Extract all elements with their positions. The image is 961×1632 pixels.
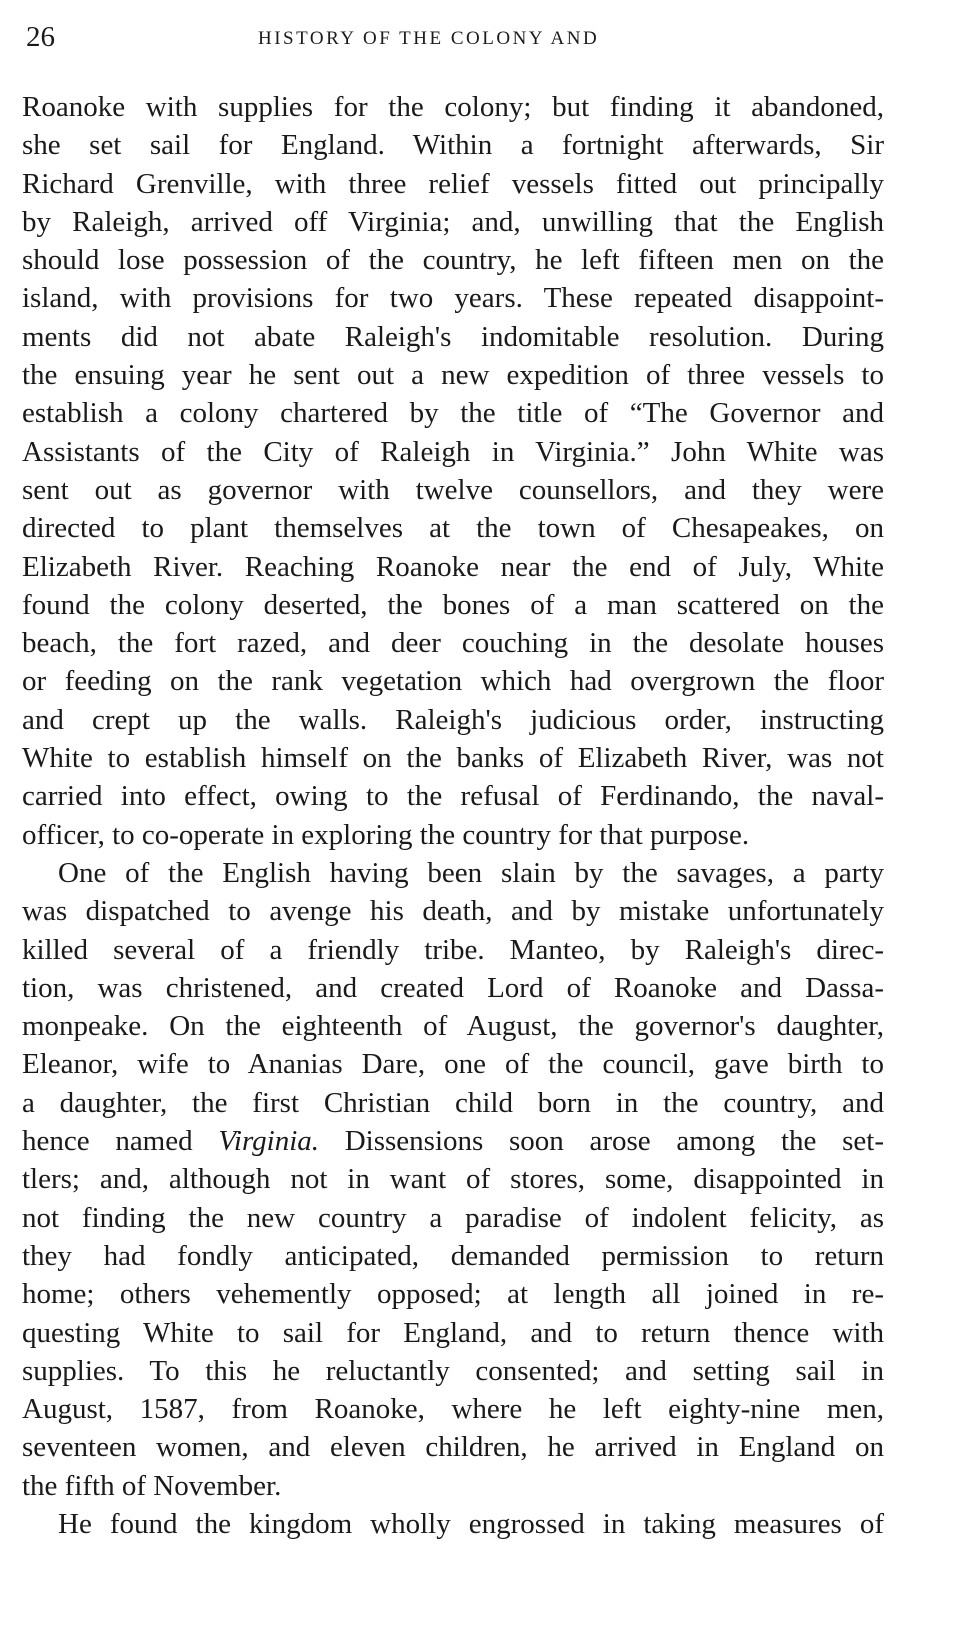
text-line: Roanoke with supplies for the colony; but finding it abandoned, xyxy=(22,91,884,123)
text-line: sent out as governor with twelve counsellors, and they were xyxy=(22,473,884,506)
text-line: by Raleigh, arrived off Virginia; and, unwilling that the English xyxy=(22,205,884,238)
text-line: should lose possession of the country, he left fifteen men on the xyxy=(22,244,884,277)
text-line: not finding the new country a paradise of indolent felicity, as xyxy=(22,1201,884,1234)
text-line: island, with provisions for two years. These repeated disappoint- xyxy=(22,282,884,315)
text-line: August, 1587, from Roanoke, where he left eighty-nine men, xyxy=(22,1393,884,1426)
text-line: seventeen women, and eleven children, he arrived in England on xyxy=(22,1431,884,1464)
text-line: Elizabeth River. Reaching Roanoke near the end of July, White xyxy=(22,550,884,583)
text-line: Eleanor, wife to Ananias Dare, one of the council, gave birth to xyxy=(22,1048,884,1081)
text-line: found the colony deserted, the bones of a man scattered on the xyxy=(22,588,884,621)
italic-word: Virginia. xyxy=(218,1125,320,1158)
text-segment: hence named xyxy=(22,1125,219,1158)
text-line: beach, the fort razed, and deer couching in the desolate houses xyxy=(22,627,884,660)
text-line: Assistants of the City of Raleigh in Virginia.” John White was xyxy=(22,435,884,468)
page-number: 26 xyxy=(26,21,55,53)
text-line: monpeake. On the eighteenth of August, the governor's daughter, xyxy=(22,1010,884,1043)
text-line: and crept up the walls. Raleigh's judicious order, instructing xyxy=(22,703,884,736)
paragraph-3 xyxy=(22,1505,884,1543)
text-line: they had fondly anticipated, demanded permission to return xyxy=(22,1239,884,1272)
text-line: Richard Grenville, with three relief vessels fitted out principally xyxy=(22,167,884,200)
text-line: home; others vehemently opposed; at length all joined in re- xyxy=(22,1278,884,1311)
text-line: the fifth of November. xyxy=(22,1469,282,1502)
text-line: carried into effect, owing to the refusal of Ferdinando, the naval- xyxy=(22,780,884,813)
text-line: One of the English having been slain by the savages, a party xyxy=(58,856,884,889)
text-line-with-italic xyxy=(22,1122,884,1160)
text-segment: Dissensions soon arose among the set- xyxy=(319,1125,884,1158)
text-line: directed to plant themselves at the town of Chesapeakes, on xyxy=(22,512,884,545)
text-line: tion, was christened, and created Lord of Roanoke and Dassa- xyxy=(22,971,884,1004)
text-line: she set sail for England. Within a fortnight afterwards, Sir xyxy=(22,129,884,162)
text-line: questing White to sail for England, and to return thence with xyxy=(22,1316,884,1349)
paragraph-1 xyxy=(22,88,884,854)
text-line: officer, to co-operate in exploring the country for that purpose. xyxy=(22,818,750,851)
text-line: He found the kingdom wholly engrossed in taking measures of xyxy=(58,1507,884,1540)
paragraph-2 xyxy=(22,854,884,1505)
text-line: establish a colony chartered by the title of “The Governor and xyxy=(22,397,884,430)
text-line: the ensuing year he sent out a new expedition of three vessels to xyxy=(22,359,884,392)
running-head: HISTORY OF THE COLONY AND xyxy=(258,28,600,49)
text-line: ments did not abate Raleigh's indomitable resolution. During xyxy=(22,320,884,353)
text-line: supplies. To this he reluctantly consented; and setting sail in xyxy=(22,1354,884,1387)
text-line: or feeding on the rank vegetation which had overgrown the floor xyxy=(22,665,884,698)
text-line: White to establish himself on the banks of Elizabeth River, was not xyxy=(22,742,884,775)
body-text xyxy=(22,88,884,1543)
text-line: a daughter, the first Christian child born in the country, and xyxy=(22,1086,884,1119)
text-line: killed several of a friendly tribe. Manteo, by Raleigh's direc- xyxy=(22,933,884,966)
text-line: was dispatched to avenge his death, and by mistake unfortunately xyxy=(22,895,884,928)
text-line: tlers; and, although not in want of stores, some, disappointed in xyxy=(22,1163,884,1196)
